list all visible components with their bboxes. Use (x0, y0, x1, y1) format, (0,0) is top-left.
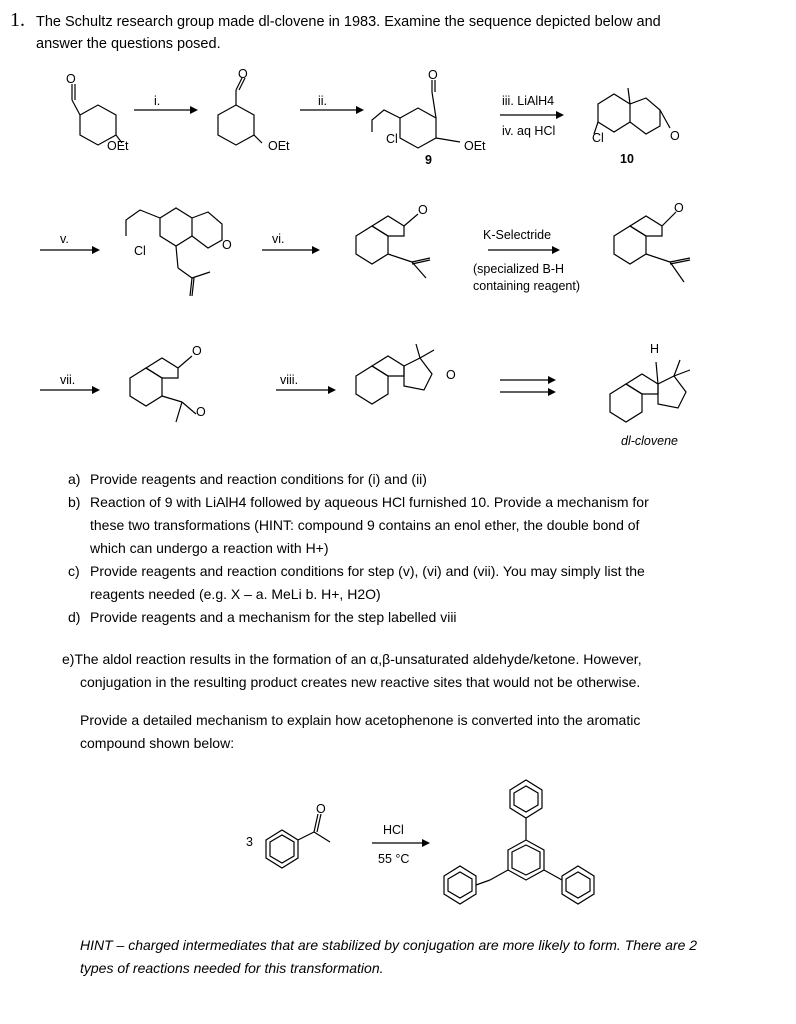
atom-cl-1: Cl (386, 132, 398, 146)
part-e-line-4: compound shown below: (80, 735, 235, 751)
label-step-viii: viii. (280, 373, 299, 387)
atom-oet-2: OEt (268, 139, 290, 153)
atom-o-8: O (192, 344, 202, 358)
part-b-line-1: b) Reaction of 9 with LiAlH4 followed by aqueous HCl furnished 10. Provide a mechanism for (68, 494, 649, 510)
intro-line-2: answer the questions posed. (36, 36, 221, 52)
structure-dl-clovene (610, 360, 690, 422)
structure-triphenylbenzene (444, 780, 594, 904)
structure-row3-a (130, 356, 196, 422)
label-k-selectride: K-Selectride (483, 228, 552, 242)
atom-o-5: O (222, 238, 232, 252)
hint-line-1: HINT – charged intermediates that are stabilized by conjugation are more likely to form. There are 2 (80, 937, 698, 953)
atom-oet-3: OEt (464, 139, 486, 153)
part-e-line-3: Provide a detailed mechanism to explain how acetophenone is converted into the aromatic (80, 712, 641, 728)
question-parts (68, 468, 748, 629)
structure-row3-b (356, 344, 434, 404)
product-label-dl-clovene: dl-clovene (621, 434, 678, 448)
compound-label-9: 9 (425, 153, 432, 167)
arrow-k-selectride (488, 246, 560, 254)
stoich-3: 3 (246, 835, 253, 849)
structure-compound-10 (594, 88, 670, 134)
reagent-hcl: HCl (383, 823, 404, 837)
label-step-ii: ii. (318, 94, 328, 108)
structure-row2-b (356, 214, 430, 278)
part-a: a) Provide reagents and reaction conditions for (i) and (ii) (68, 471, 427, 487)
arrow-aldol (372, 839, 430, 847)
part-c-line-2: reagents needed (e.g. X – a. MeLi b. H+, H2O) (90, 586, 381, 602)
part-b-line-3: which can undergo a reaction with H+) (90, 540, 329, 556)
label-step-v: v. (60, 232, 69, 246)
atom-oet-1: OEt (107, 139, 129, 153)
arrow-step-v (40, 246, 100, 254)
label-step-vii: vii. (60, 373, 76, 387)
hint-line-2: types of reactions needed for this transformation. (80, 960, 384, 976)
atom-o-9: O (196, 405, 206, 419)
atom-cl-3: Cl (134, 244, 146, 258)
arrow-step-vi (262, 246, 320, 254)
atom-o-4: O (670, 129, 680, 143)
part-d: d) Provide reagents and a mechanism for the step labelled viii (68, 609, 457, 625)
atom-o-6: O (418, 203, 428, 217)
atom-o-1: O (66, 72, 76, 86)
atom-o-3: O (428, 68, 438, 82)
question-number: 1. (10, 9, 25, 31)
structure-start-material (72, 84, 122, 145)
arrow-step-iii-iv (500, 111, 564, 119)
structure-acetophenone (266, 814, 330, 868)
atom-cl-2: Cl (592, 131, 604, 145)
part-e-line-1: e)The aldol reaction results in the formation of an α,β-unsaturated aldehyde/ketone. However, (62, 651, 642, 667)
label-step-iv: iv. aq HCl (502, 124, 556, 138)
arrow-multistep (500, 376, 556, 396)
label-k-selectride-note-1: (specialized B-H (473, 262, 565, 276)
compound-label-10: 10 (620, 152, 634, 166)
label-step-iii: iii. LiAlH4 (502, 94, 555, 108)
atom-o-acetophenone: O (316, 802, 326, 816)
atom-h: H (650, 342, 660, 356)
atom-o-10: O (446, 368, 456, 382)
atom-o-2: O (238, 67, 248, 81)
arrow-step-i (134, 106, 198, 114)
atom-o-7: O (674, 201, 684, 215)
label-step-vi: vi. (272, 232, 285, 246)
structure-row2-c (614, 212, 690, 282)
arrow-step-viii (276, 386, 336, 394)
label-k-selectride-note-2: containing reagent) (473, 279, 581, 293)
part-c-line-1: c) Provide reagents and reaction conditions for step (v), (vi) and (vii). You may simply list the (68, 563, 645, 579)
label-step-i: i. (154, 94, 161, 108)
condition-temperature: 55 °C (378, 852, 410, 866)
part-e-line-2: conjugation in the resulting product creates new reactive sites that would not be otherwise. (80, 674, 641, 690)
intro-line-1: The Schultz research group made dl-clovene in 1983. Examine the sequence depicted below and (36, 14, 661, 30)
arrow-step-vii (40, 386, 100, 394)
structure-compound-b (218, 78, 262, 145)
arrow-step-ii (300, 106, 364, 114)
part-b-line-2: these two transformations (HINT: compound 9 contains an enol ether, the double bond of (90, 517, 640, 533)
